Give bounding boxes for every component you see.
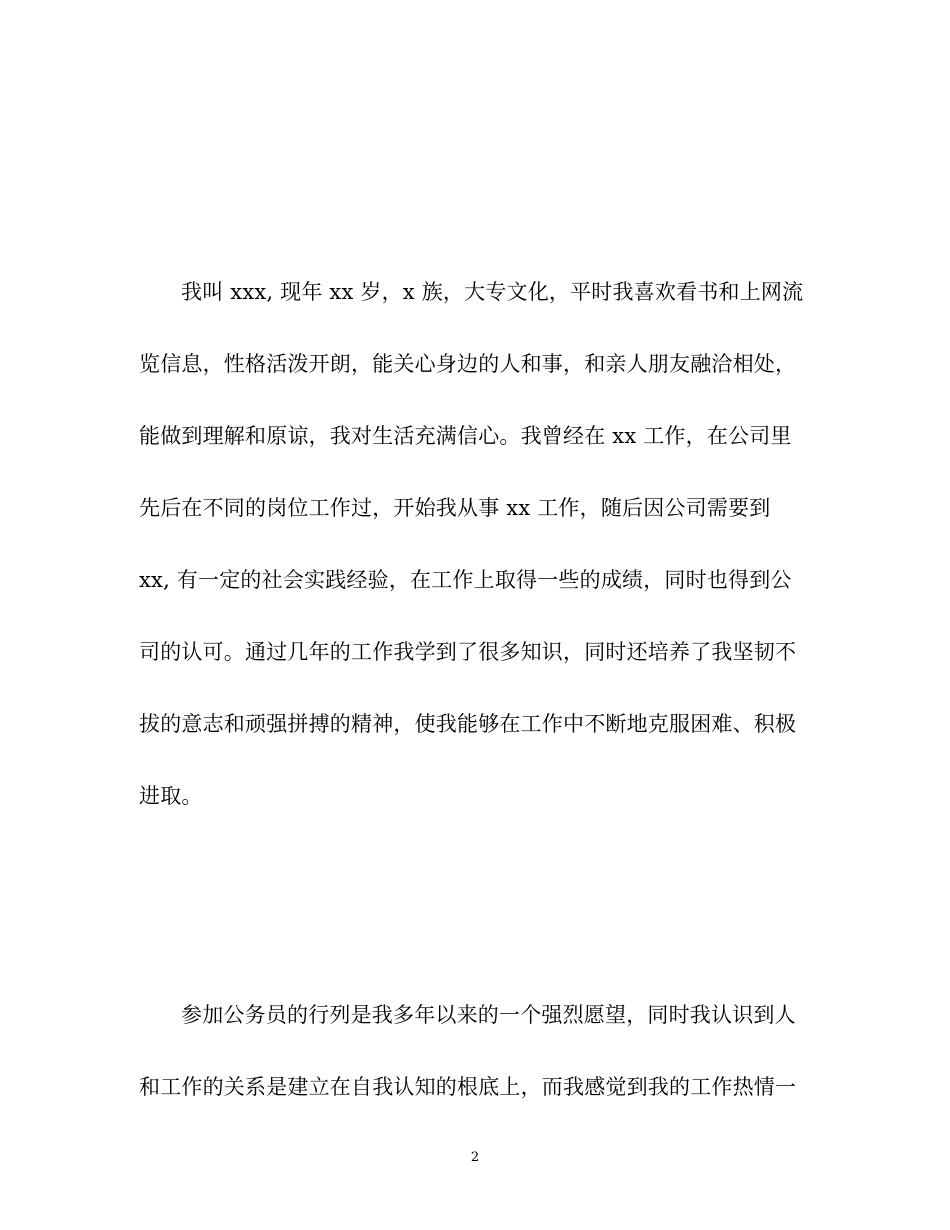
paragraph-1-line-8: 进取。 — [139, 784, 203, 808]
paragraph-1-line-4: 先后在不同的岗位工作过，开始我从事 xx 工作，随后因公司需要到 — [139, 496, 771, 520]
page-number: 2 — [470, 1150, 480, 1165]
paragraph-1-line-6: 司的认可。通过几年的工作我学到了很多知识，同时还培养了我坚韧不 — [139, 640, 797, 664]
paragraph-1-line-1: 我叫 xxx, 现年 xx 岁，x 族，大专文化，平时我喜欢看书和上网流 — [181, 280, 804, 304]
paragraph-1-line-5: xx, 有一定的社会实践经验，在工作上取得一些的成绩，同时也得到公 — [139, 568, 792, 592]
paragraph-1-line-2: 览信息，性格活泼开朗，能关心身边的人和事，和亲人朋友融洽相处， — [139, 352, 797, 376]
paragraph-1-line-7: 拔的意志和顽强拼搏的精神，使我能够在工作中不断地克服困难、积极 — [139, 712, 797, 736]
paragraph-2-line-2: 和工作的关系是建立在自我认知的根底上，而我感觉到我的工作热情一 — [139, 1075, 797, 1099]
paragraph-2-line-1: 参加公务员的行列是我多年以来的一个强烈愿望，同时我认识到人 — [181, 1003, 796, 1027]
paragraph-1-line-3: 能做到理解和原谅，我对生活充满信心。我曾经在 xx 工作，在公司里 — [139, 424, 792, 448]
